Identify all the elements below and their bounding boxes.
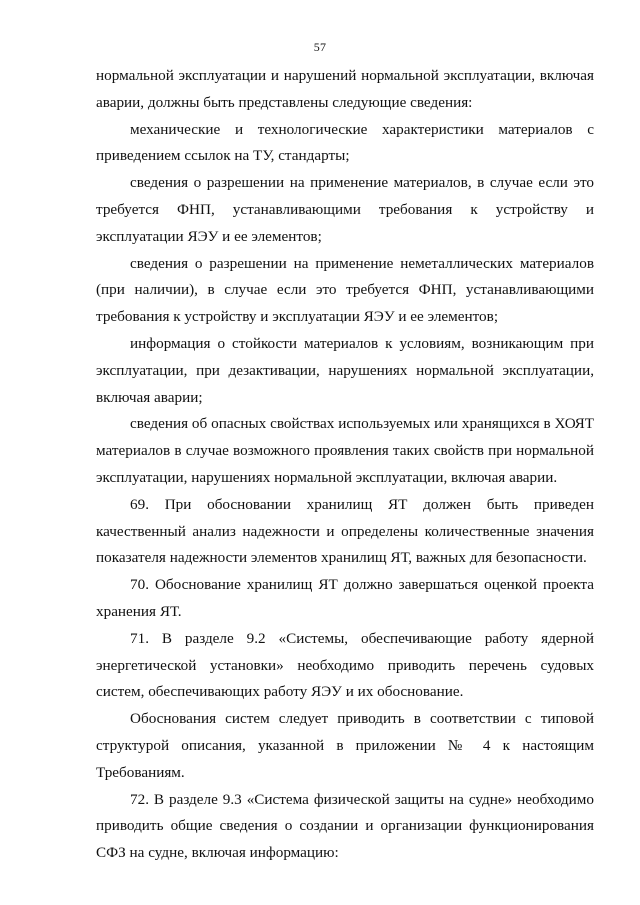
paragraph-systems-justification: Обоснования систем следует приводить в соответствии с типовой структурой описания, указанной в приложении № 4 к настоящим Требованиям. [96,710,594,781]
paragraph-continuation: нормальной эксплуатации и нарушений нормальной эксплуатации, включая аварии, должны быть представлены следующие сведения: [96,67,594,111]
paragraph-70-storage-assessment: 70. Обоснование хранилищ ЯТ должно завершаться оценкой проекта хранения ЯТ. [96,576,594,620]
page-number: 57 [313,40,327,54]
paragraph-71-section-9-2: 71. В разделе 9.2 «Системы, обеспечивающие работу ядерной энергетической установки» необходимо приводить перечень судовых систем, обеспечивающих работу ЯЭУ и их обоснование. [96,629,594,701]
paragraph-material-resistance: информация о стойкости материалов к условиям, возникающим при эксплуатации, при дезактивации, нарушениях нормальной эксплуатации, включая аварии; [96,334,594,406]
paragraph-nonmetallic-permission: сведения о разрешении на применение неметаллических материалов (при наличии), в случае если это требуется ФНП, устанавливающими требования к устройству и эксплуатации ЯЭУ и ее элементов; [96,254,594,326]
paragraph-72-section-9-3: 72. В разделе 9.3 «Система физической защиты на судне» необходимо приводить общие сведения о создании и организации функционирования СФЗ на судне, включая информацию: [96,790,594,862]
paragraph-material-permission: сведения о разрешении на применение материалов, в случае если это требуется ФНП, устанавливающими требования к устройству и эксплуатации ЯЭУ и ее элементов; [96,174,594,245]
paragraph-mechanical-characteristics: механические и технологические характеристики материалов с приведением ссылок на ТУ, стандарты; [96,120,594,165]
paragraph-hazardous-properties: сведения об опасных свойствах используемых или хранящихся в ХОЯТ материалов в случае возможного проявления таких свойств при нормальной эксплуатации, нарушениях нормальной эксплуатации, включая аварии. [96,415,594,486]
paragraph-69-reliability: 69. При обосновании хранилищ ЯТ должен быть приведен качественный анализ надежности и определены количественные значения показателя надежности элементов хранилищ ЯТ, важных для безопасности. [96,495,594,567]
body-text [96,63,594,867]
